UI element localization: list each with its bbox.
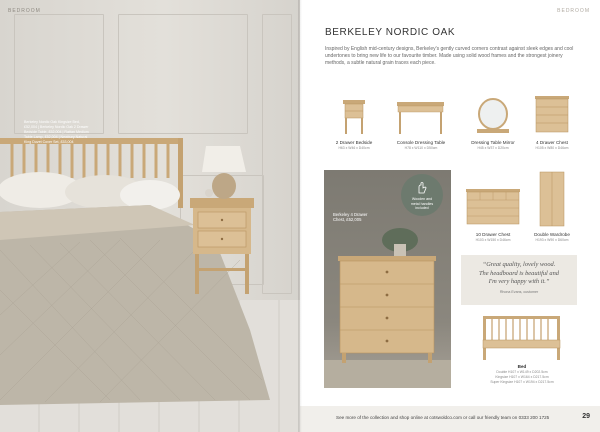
section-label: BEDROOM bbox=[557, 8, 590, 14]
bed-size-super-kingsize: Super Kingsize H107 x W194 x D217.5cm bbox=[490, 380, 554, 384]
product-4-drawer-chest bbox=[526, 140, 578, 150]
product-dimensions: H45 x W37 x D20cm bbox=[477, 146, 509, 150]
photo-caption bbox=[333, 212, 367, 223]
product-name: Double Wardrobe bbox=[534, 232, 570, 237]
caption-line: Bedside Table, £52,004 | Rattan Medium bbox=[24, 130, 89, 134]
hand-icon bbox=[416, 182, 428, 194]
vase bbox=[394, 244, 406, 258]
product-dimensions: H78 x W110 x D50cm bbox=[404, 146, 438, 150]
bed-size-kingsize: Kingsize H107 x W164 x D217.5cm bbox=[495, 375, 549, 379]
table-lamp bbox=[202, 146, 246, 199]
product-name: 10 Drawer Chest bbox=[475, 232, 511, 237]
product-name: Bed bbox=[517, 364, 527, 369]
collection-title: BERKELEY NORDIC OAK bbox=[325, 27, 456, 38]
caption-line: £52,004 | Berkeley Nordic Oak 2 Drawer bbox=[24, 125, 89, 129]
product-dressing-table-mirror bbox=[464, 140, 522, 150]
quote-line: I'm very happy with it.” bbox=[488, 278, 550, 286]
product-dimensions: H193 x W90 x D60cm bbox=[535, 238, 569, 242]
caption-line: Table Lamp, £52,004 | Newbury Natural bbox=[24, 135, 88, 139]
caption-line: Berkeley Nordic Oak Kingsize Bed, bbox=[24, 120, 80, 124]
product-bed bbox=[480, 364, 564, 384]
product-name: Dressing Table Mirror bbox=[471, 140, 515, 145]
handles-badge bbox=[401, 174, 443, 216]
product-dimensions: H105 x W80 x D46cm bbox=[535, 146, 569, 150]
footer-text[interactable]: See more of the collection and shop online at cotswoldco.com or call our friendly team on 0333 200 1725 bbox=[336, 415, 550, 420]
caption-line: Chest, £52,005 bbox=[333, 217, 362, 223]
chest-lifestyle-photo bbox=[324, 170, 451, 388]
caption-line: Berkeley 4 Drawer bbox=[333, 212, 368, 217]
section-label: BEDROOM bbox=[8, 8, 41, 14]
product-name: Console Dressing Table bbox=[396, 140, 446, 145]
quote-author: Rhona Evans, customer bbox=[499, 289, 539, 294]
customer-quote bbox=[461, 255, 577, 305]
badge-line: Wooden and bbox=[411, 197, 433, 201]
quote-line: The headboard is beautiful and bbox=[479, 269, 559, 277]
page-number: 29 bbox=[582, 413, 590, 420]
product-name: 2 Drawer Bedside bbox=[335, 140, 373, 145]
bed-size-double: Double H107 x W149 x D202.5cm bbox=[496, 370, 548, 374]
product-10-drawer-chest bbox=[464, 232, 522, 242]
product-dimensions: H103 x W150 x D46cm bbox=[475, 238, 511, 242]
caption-line: King Duvet Cover Set, £53,004 bbox=[24, 140, 74, 144]
badge-line: metal handles bbox=[410, 201, 434, 206]
badge-line: included bbox=[415, 206, 429, 211]
photo-caption bbox=[24, 120, 119, 145]
product-dimensions: H63 x W46 x D40cm bbox=[338, 146, 370, 150]
product-console-dressing-table bbox=[390, 140, 452, 150]
product-double-wardrobe bbox=[526, 232, 578, 242]
product-name: 4 Drawer Chest bbox=[536, 140, 568, 145]
quote-line: “Great quality, lovely wood. bbox=[482, 261, 556, 268]
product-bedside bbox=[327, 140, 381, 150]
chest-top bbox=[338, 256, 436, 261]
book-gutter bbox=[298, 0, 302, 432]
collection-intro: Inspired by English mid-century designs, Berkeley's gently curved corners contrast against sleek edges and cool undertones to bring new life to our favourite timber. Made using solid wood frames and the strongest joinery methods, a subtle natural grain traces each piece. bbox=[325, 46, 574, 66]
page-footer bbox=[300, 406, 600, 432]
